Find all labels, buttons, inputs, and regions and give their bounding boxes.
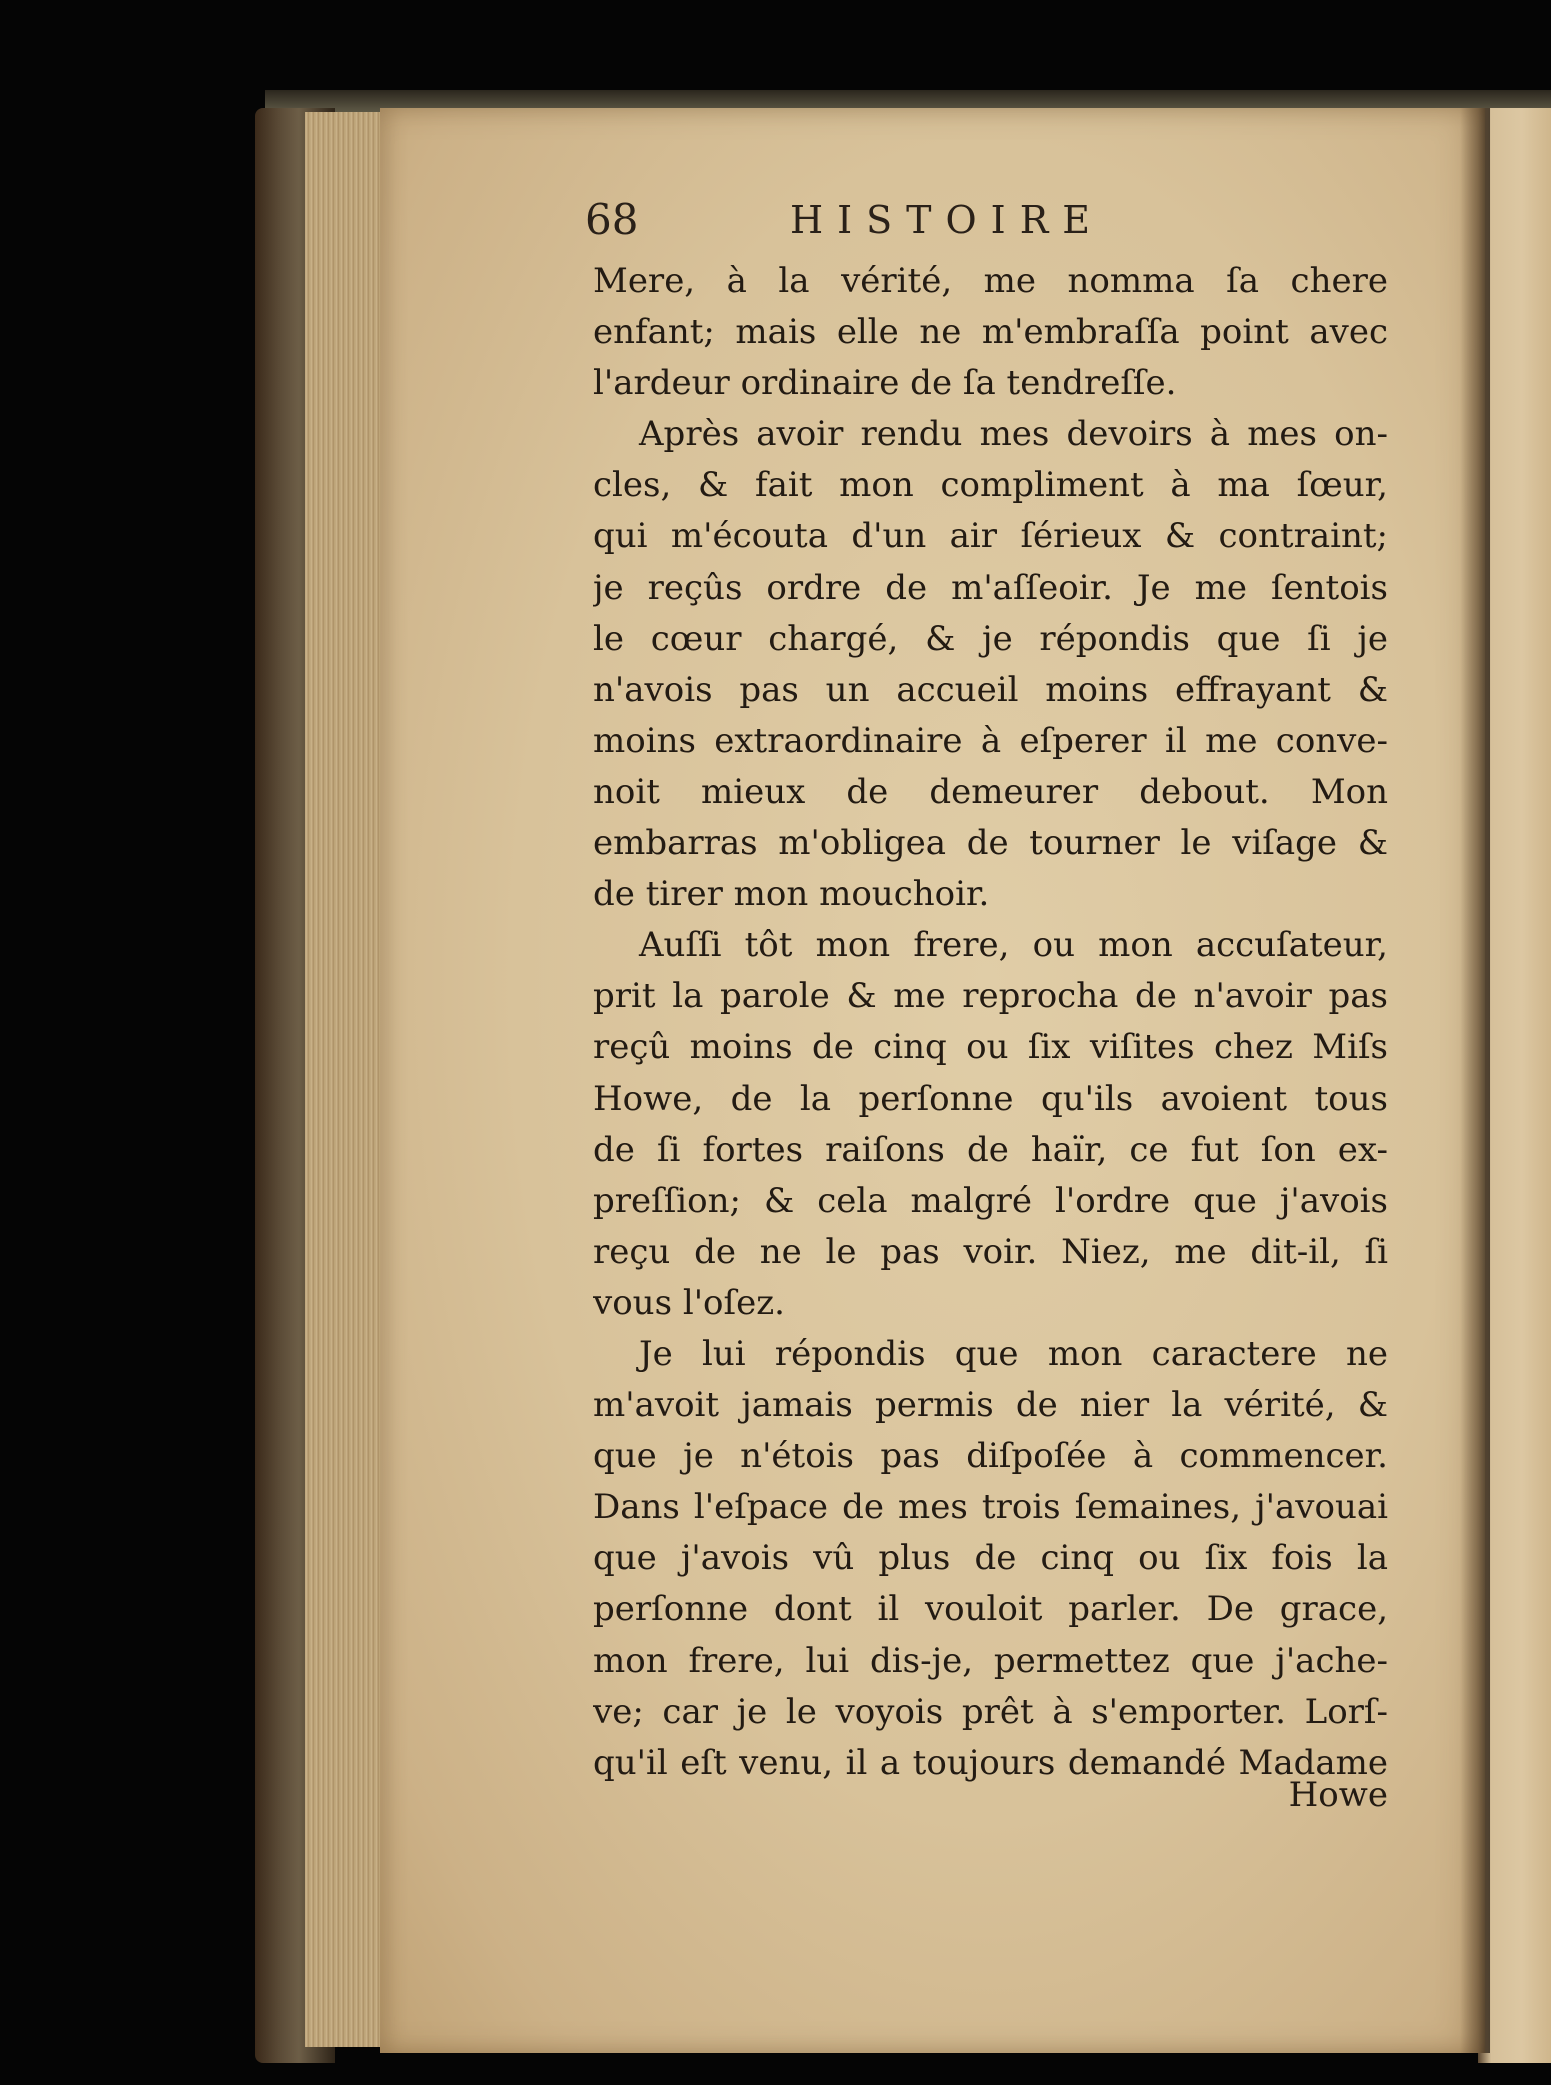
running-head: HISTOIRE (790, 198, 1105, 242)
text-line: ve; car je le voyois prêt à s'emporter. Lorſ- (593, 1691, 1388, 1732)
text-line: noit mieux de demeurer debout. Mon (593, 771, 1388, 812)
text-line: m'avoit jamais permis de nier la vérité, & (593, 1385, 1388, 1426)
text-line: reçu de ne le pas voir. Niez, me dit-il, ſi (593, 1231, 1388, 1272)
text-line: Auſſi tôt mon frere, ou mon accuſateur, (639, 925, 1388, 966)
text-line: n'avois pas un accueil moins effrayant & (593, 669, 1388, 710)
text-line: de ſi fortes raiſons de haïr, ce fut ſon ex- (593, 1129, 1388, 1170)
text-line: Je lui répondis que mon caractere ne (639, 1333, 1388, 1374)
text-line: cles, & fait mon compliment à ma ſœur, (593, 465, 1388, 506)
page-stack-edges (305, 112, 387, 2047)
text-line: vous l'oſez. (593, 1282, 785, 1323)
text-line: embarras m'obligea de tourner le viſage & (593, 823, 1388, 864)
text-line: preſſion; & cela malgré l'ordre que j'avois (593, 1180, 1388, 1221)
body-text (593, 256, 1388, 1789)
text-line: qu'il eſt venu, il a toujours demandé Madame (593, 1742, 1388, 1783)
text-line: enfant; mais elle ne m'embraſſa point avec (593, 312, 1388, 353)
text-line: mon frere, lui dis-je, permettez que j'ache- (593, 1640, 1388, 1681)
gutter-shadow (1460, 108, 1490, 2053)
page-number: 68 (585, 195, 639, 244)
text-line: l'ardeur ordinaire de ſa tendreſſe. (593, 363, 1177, 404)
text-line: perſonne dont il vouloit parler. De grace, (593, 1589, 1388, 1630)
text-line: Après avoir rendu mes devoirs à mes on- (639, 414, 1388, 455)
text-line: Dans l'eſpace de mes trois ſemaines, j'avouai (593, 1487, 1388, 1528)
text-line: de tirer mon mouchoir. (593, 874, 990, 915)
text-line: Mere, à la vérité, me nomma ſa chere (593, 261, 1388, 301)
page-header (585, 190, 1375, 250)
text-line: prit la parole & me reprocha de n'avoir pas (593, 976, 1388, 1017)
text-line: le cœur chargé, & je répondis que ſi je (593, 618, 1388, 659)
text-line: je reçûs ordre de m'aſſeoir. Je me ſentois (593, 567, 1388, 608)
text-line: reçû moins de cinq ou ſix viſites chez Miſs (593, 1027, 1388, 1068)
text-line: Howe, de la perſonne qu'ils avoient tous (593, 1078, 1388, 1119)
text-line: moins extraordinaire à eſperer il me conve- (593, 720, 1388, 761)
text-line: que je n'étois pas diſpoſée à commencer. (593, 1436, 1388, 1477)
text-line: qui m'écouta d'un air ſérieux & contraint; (593, 516, 1388, 557)
text-line: que j'avois vû plus de cinq ou ſix fois la (593, 1538, 1388, 1579)
catchword: Howe (1288, 1775, 1388, 1815)
